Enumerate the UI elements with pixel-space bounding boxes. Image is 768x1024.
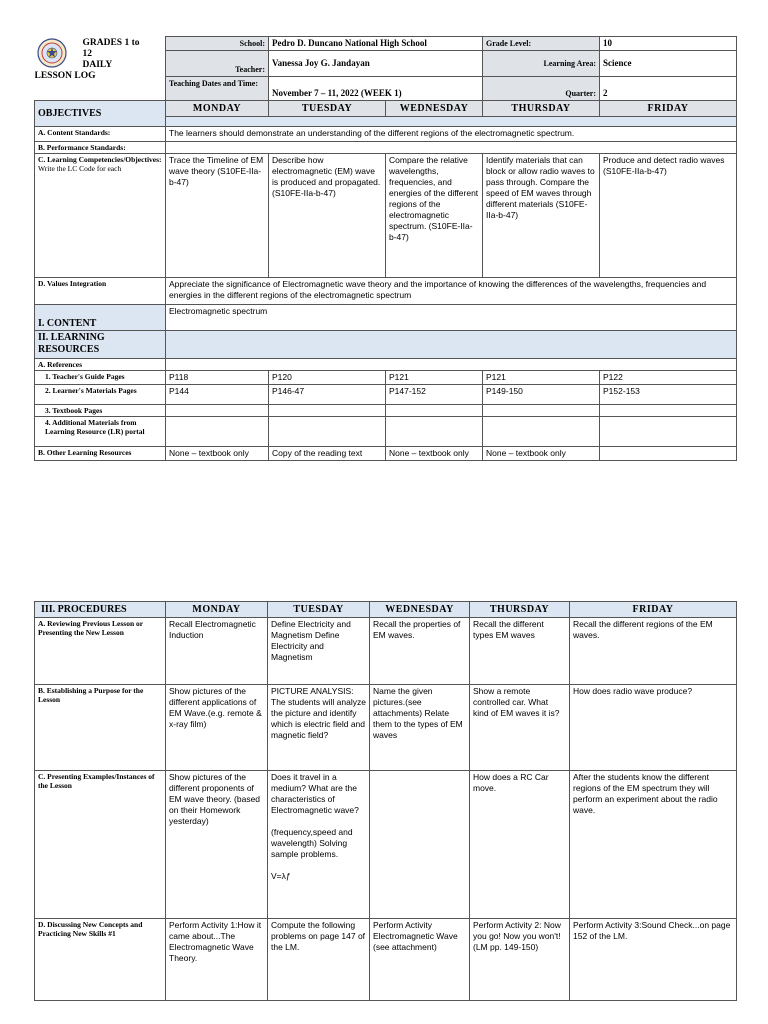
proc-d-thursday: Perform Activity 2: Now you go! Now you won't! (LM pp. 149-150) [470,919,570,1001]
proc-d-friday: Perform Activity 3:Sound Check...on page 152 of the LM. [570,919,737,1001]
proc-c-friday: After the students know the different regions of the EM spectrum they will perform an experiment about the radio wave. [570,771,737,919]
proc-day-thursday: THURSDAY [470,602,570,618]
day-header-monday: MONDAY [166,101,269,117]
title-line-1: GRADES 1 to [82,37,140,48]
competencies-sub: Write the LC Code for each [38,164,122,173]
competencies-title: C. Learning Competencies/Objectives: [38,155,162,164]
dates-value: November 7 – 11, 2022 (WEEK 1) [269,77,483,101]
header-title [35,37,166,101]
school-value: Pedro D. Duncano National High School [269,37,483,51]
title-line-4: LESSON LOG [34,70,96,81]
area-label: Learning Area: [483,51,600,77]
tb-wednesday [386,405,483,417]
proc-b-tuesday: PICTURE ANALYSIS: The students will analyze the picture and identify which is electric field and magnetic field? [268,685,370,771]
performance-standards-value [166,142,737,154]
resources-spacer [166,331,737,359]
proc-c-label: C. Presenting Examples/Instances of the Lesson [35,771,166,919]
tg-monday: P118 [166,371,269,385]
tb-tuesday [269,405,386,417]
proc-b-monday: Show pictures of the different applications of EM Wave.(e.g. remote & x-ray film) [166,685,268,771]
content-standards-value: The learners should demonstrate an understanding of the different regions of the electromagnetic spectrum. [166,127,737,142]
quarter-value: 2 [600,77,737,101]
competency-wednesday: Compare the relative wavelengths, frequencies, and energies of the different regions of the electromagnetic spectrum. (S10FE-IIa-b-47) [386,154,483,278]
resources-title: II. LEARNING RESOURCES [35,331,166,359]
school-label: School: [166,37,269,51]
add-monday [166,417,269,447]
proc-c-tuesday-main: Does it travel in a medium? What are the characteristics of Electromagnetic wave? [271,772,359,815]
proc-a-thursday: Recall the different types EM waves [470,618,570,685]
add-thursday [483,417,600,447]
procedures-table [34,601,737,1001]
tg-friday: P122 [600,371,737,385]
values-label: D. Values Integration [35,278,166,305]
content-value: Electromagnetic spectrum [166,305,737,331]
tg-wednesday: P121 [386,371,483,385]
competency-friday: Produce and detect radio waves (S10FE-IIa-b-47) [600,154,737,278]
proc-b-label: B. Establishing a Purpose for the Lesson [35,685,166,771]
proc-b-friday: How does radio wave produce? [570,685,737,771]
day-header-tuesday: TUESDAY [269,101,386,117]
title-line-2: 12 [82,48,92,59]
lm-tuesday: P146-47 [269,385,386,405]
proc-b-wednesday: Name the given pictures.(see attachments) Relate them to the types of EM waves [370,685,470,771]
proc-a-monday: Recall Electromagnetic Induction [166,618,268,685]
proc-c-tuesday-extra: (frequency,speed and wavelength) Solving sample problems. [271,827,353,859]
other-wednesday: None – textbook only [386,447,483,461]
proc-day-wednesday: WEDNESDAY [370,602,470,618]
objectives-title: OBJECTIVES [35,101,166,127]
quarter-label: Quarter: [483,77,600,101]
proc-b-thursday: Show a remote controlled car. What kind of EM waves it is? [470,685,570,771]
other-resources-label: B. Other Learning Resources [35,447,166,461]
day-header-thursday: THURSDAY [483,101,600,117]
tb-label: 3. Textbook Pages [35,405,166,417]
add-friday [600,417,737,447]
references-label: A. References [35,359,166,371]
values-value: Appreciate the significance of Electromagnetic wave theory and the importance of knowing the differences of the wavelengths, frequencies and energies in the different regions of the electromagnetic spectrum [166,278,737,305]
tb-thursday [483,405,600,417]
proc-c-thursday: How does a RC Car move. [470,771,570,919]
grade-value: 10 [600,37,737,51]
teacher-label: Teacher: [166,51,269,77]
proc-day-monday: MONDAY [166,602,268,618]
area-value: Science [600,51,737,77]
proc-a-label: A. Reviewing Previous Lesson or Presenting the New Lesson [35,618,166,685]
lm-label: 2. Learner's Materials Pages [35,385,166,405]
grade-label: Grade Level: [483,37,600,51]
procedures-title: III. PROCEDURES [35,602,166,618]
proc-d-label: D. Discussing New Concepts and Practicing New Skills #1 [35,919,166,1001]
add-tuesday [269,417,386,447]
lm-thursday: P149-150 [483,385,600,405]
tb-monday [166,405,269,417]
tg-tuesday: P120 [269,371,386,385]
tb-friday [600,405,737,417]
proc-a-tuesday: Define Electricity and Magnetism Define Electricity and Magnetism [268,618,370,685]
lm-friday: P152-153 [600,385,737,405]
proc-d-tuesday: Compute the following problems on page 147 of the LM. [268,919,370,1001]
lesson-log-table [34,36,737,461]
references-value [166,359,737,371]
additional-materials-label: 4. Additional Materials from Learning Resource (LR) portal [35,417,166,447]
day-header-wednesday: WEDNESDAY [386,101,483,117]
proc-d-monday: Perform Activity 1:How it came about...The Electromagnetic Wave Theory. [166,919,268,1001]
proc-c-tuesday-formula: V=λƒ [271,871,291,881]
add-wednesday [386,417,483,447]
performance-standards-label: B. Performance Standards: [35,142,166,154]
other-thursday: None – textbook only [483,447,600,461]
proc-a-wednesday: Recall the properties of EM waves. [370,618,470,685]
proc-day-tuesday: TUESDAY [268,602,370,618]
title-line-3: DAILY [82,59,113,70]
competencies-label [35,154,166,278]
lm-wednesday: P147-152 [386,385,483,405]
proc-a-friday: Recall the different regions of the EM waves. [570,618,737,685]
lm-monday: P144 [166,385,269,405]
tg-thursday: P121 [483,371,600,385]
content-title: I. CONTENT [35,305,166,331]
teacher-value: Vanessa Joy G. Jandayan [269,51,483,77]
competency-thursday: Identify materials that can block or allow radio waves to pass through. Compare the speed of EM waves through different materials (S10FE-IIa-b-47) [483,154,600,278]
other-friday [600,447,737,461]
proc-c-tuesday [268,771,370,919]
proc-d-wednesday: Perform Activity Electromagnetic Wave (see attachment) [370,919,470,1001]
other-tuesday: Copy of the reading text [269,447,386,461]
proc-c-wednesday [370,771,470,919]
proc-day-friday: FRIDAY [570,602,737,618]
other-monday: None – textbook only [166,447,269,461]
proc-c-monday: Show pictures of the different proponents of EM wave theory. (based on their Homework yesterday) [166,771,268,919]
competency-tuesday: Describe how electromagnetic (EM) wave is produced and propagated. (S10FE-IIa-b-47) [269,154,386,278]
competency-monday: Trace the Timeline of EM wave theory (S10FE-IIa-b-47) [166,154,269,278]
dates-label: Teaching Dates and Time: [166,77,269,101]
objectives-spacer [166,117,737,127]
content-standards-label: A. Content Standards: [35,127,166,142]
tg-label: 1. Teacher's Guide Pages [35,371,166,385]
day-header-friday: FRIDAY [600,101,737,117]
